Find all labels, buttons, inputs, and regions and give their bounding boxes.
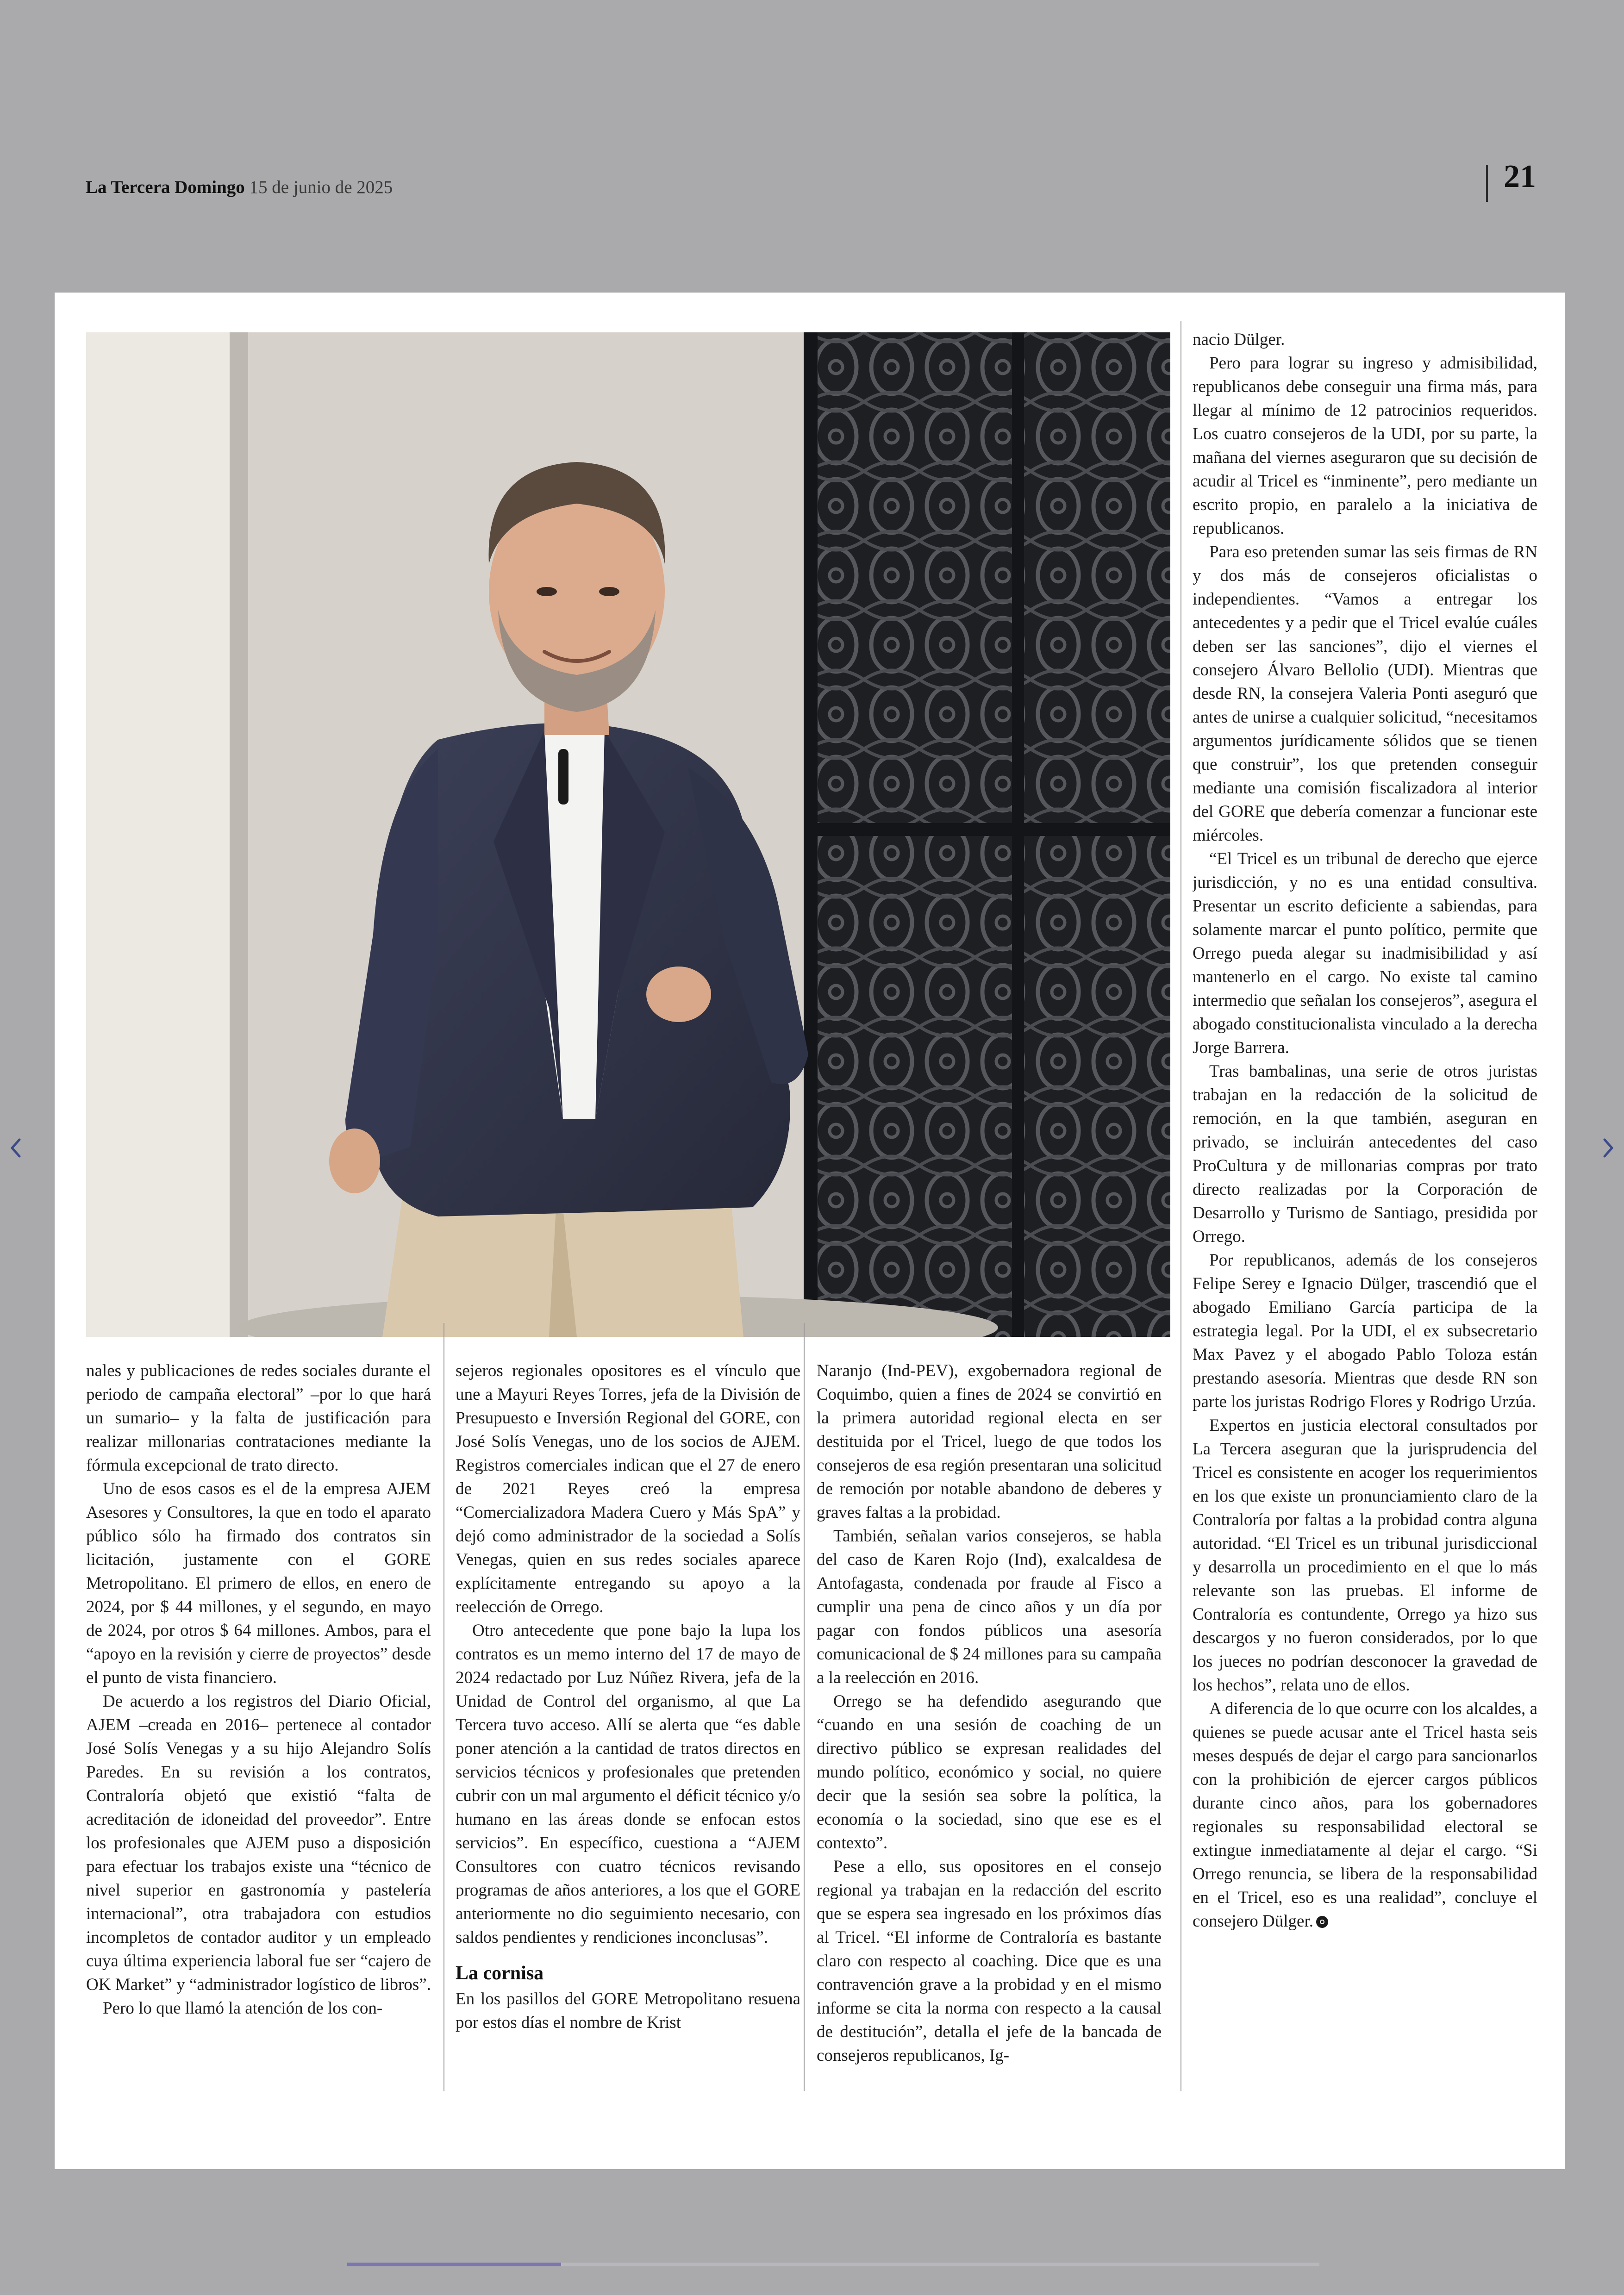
reading-progress-bar[interactable] [347, 2263, 1319, 2266]
masthead [86, 177, 393, 198]
article-paragraph: Uno de esos casos es el de la empresa AJEM Asesores y Consultores, la que en todo el aparato público sólo ha firmado dos contratos sin licitación, justamente con el GORE Metropolitano. El primero de ellos, en enero de 2024, por $ 44 millones, y el segundo, en mayo de 2024, por otros $ 64 millones. Ambos, para el “apoyo en la revisión y cierre de proyectos” desde el punto de vista financiero. [86, 1479, 431, 1687]
column-rule [443, 1323, 444, 2091]
newspaper-page [55, 293, 1565, 2169]
article-paragraph: Expertos en justicia electoral consultados por La Tercera aseguran que la jurisprudencia del Tricel es consistente en acoger los requerimientos en los que existe un pronunciamiento claro de la Contraloría por faltas a la probidad contra alguna autoridad. “El Tricel es un tribunal jurisdiccional y desarrolla un procedimiento en el que lo más relevante son las pruebas. El informe de Contraloría es contundente, Orrego ya hizo sus descargos y no fueron considerados, por lo que los jueces no podrían desconocer la gravedad de los hechos”, relata uno de ellos. [1193, 1416, 1537, 1695]
publication-date: 15 de junio de 2025 [249, 177, 393, 197]
article-paragraph: Para eso pretenden sumar las seis firmas de RN y dos más de consejeros oficialistas o independientes. “Vamos a entregar los antecedentes y a pedir que el Tricel evalúe cuáles deben ser las sanciones”, dijo el viernes el consejero Álvaro Bellolio (UDI). Mientras que desde RN, la consejera Valeria Ponti aseguró que antes de unirse a cualquier solicitud, “necesitamos argumentos jurídicamente sólidos que se tienen que construir”, los que pretenden conseguir mediante una comisión fiscalizadora al interior del GORE que debería comenzar a funcionar este miércoles. [1193, 543, 1537, 845]
article-column-3 [817, 1359, 1162, 2118]
article-column-2 [456, 1359, 800, 2118]
article-paragraph: Pese a ello, sus opositores en el consejo regional ya trabajan en la redacción del escrito que se espera sea ingresado en los próximos días al Tricel. “El informe de Contraloría es bastante claro con respecto al coaching. Dice que es una contravención grave a la probidad y en el mismo informe se cita la norma con respecto a la causal de destitución”, detalla el jefe de la bancada de consejeros republicanos, Ig- [817, 1857, 1162, 2065]
article-column-4 [1193, 328, 1537, 2119]
article-paragraph: Tras bambalinas, una serie de otros juristas trabajan en la redacción de la solicitud de remoción, en la que también, aseguran en privado, se incluirán antecedentes del caso ProCultura y de millonarias compras por trato directo realizadas por la Corporación de Desarrollo y Turismo de Santiago, presidida por Orrego. [1193, 1062, 1537, 1246]
next-page-button[interactable] [1598, 1129, 1618, 1166]
chevron-right-icon [1598, 1129, 1618, 1166]
article-paragraph: Pero lo que llamó la atención de los con- [103, 1999, 383, 2018]
article-closing-text: A diferencia de lo que ocurre con los alcaldes, a quienes se puede acusar ante el Tricel hasta seis meses después de dejar el cargo para sancionarlos con la prohibición de ejercer cargos públicos durante cinco años, para los gobernadores regionales su responsabilidad electoral se extingue inmediatamente al dejar el cargo. “Si Orrego renuncia, se libera de la responsabilidad en el Tricel, eso es una realidad”, concluye el consejero Dülger. [1193, 1699, 1537, 1931]
article-paragraph: En los pasillos del GORE Metropolitano resuena por estos días el nombre de Krist [456, 1989, 800, 2032]
man-in-suit-walking-photo [86, 332, 1170, 1337]
page-number: 21 [1504, 159, 1536, 194]
reading-progress-fill [347, 2263, 561, 2266]
article-paragraph [1193, 1697, 1537, 1933]
article-paragraph: “El Tricel es un tribunal de derecho que ejerce jurisdicción, y no es una entidad consultiva. Presentar un escrito deficiente a sabiendas, para solamente marcar el punto político, permite que Orrego pueda alegar su inadmisibilidad y así mantenerlo en el cargo. No existe tal camino intermedio que señalan los consejeros”, asegura el abogado constitucionalista vinculado a la derecha Jorge Barrera. [1193, 849, 1537, 1057]
prev-page-button[interactable] [6, 1129, 26, 1166]
article-paragraph: nales y publicaciones de redes sociales durante el periodo de campaña electoral” –por lo que hará un sumario– y la falta de justificación para realizar millonarias contrataciones mediante la fórmula excepcional de trato directo. [86, 1361, 431, 1475]
article-paragraph: Pero para lograr su ingreso y admisibilidad, republicanos debe conseguir una firma más, para llegar al mínimo de 12 patrocinios requeridos. Los cuatro consejeros de la UDI, por su parte, la mañana del viernes aseguraron que su decisión de acudir al Tricel es “inminente”, pero mediante un escrito propio, en paralelo a la iniciativa de republicanos. [1193, 354, 1537, 538]
article-column-1 [86, 1359, 431, 2118]
article-paragraph: nacio Dülger. [1193, 330, 1285, 349]
article-paragraph: sejeros regionales opositores es el vínculo que une a Mayuri Reyes Torres, jefa de la División de Presupuesto e Inversión Regional del GORE, con José Solís Venegas, uno de los socios de AJEM. Registros comerciales indican que el 27 de enero de 2021 Reyes creó la empresa “Comercializadora Madera Cuero y Más SpA” y dejó como administrador de la sociedad a Solís Venegas, quien en sus redes sociales aparece explícitamente entregando su apoyo a la reelección de Orrego. [456, 1361, 800, 1616]
article-paragraph: También, señalan varios consejeros, se habla del caso de Karen Rojo (Ind), exalcaldesa de Antofagasta, condenada por fraude al Fisco a cumplir una pena de cinco años y un día por pagar con fondos públicos una asesoría comunicacional de $ 24 millones para su campaña a la reelección en 2016. [817, 1527, 1162, 1687]
page-number-divider [1486, 165, 1488, 202]
end-of-article-icon [1316, 1916, 1328, 1928]
column-rule [804, 1323, 805, 2091]
article-paragraph: Por republicanos, además de los consejeros Felipe Serey e Ignacio Dülger, trascendió que el abogado Emiliano García participa de la estrategia legal. Por la UDI, el ex subsecretario Max Pavez y el abogado Pablo Toloza están prestando asesoría. Mientras que desde RN son parte los juristas Rodrigo Flores y Rodrigo Urzúa. [1193, 1251, 1537, 1411]
article-paragraph: Naranjo (Ind-PEV), exgobernadora regional de Coquimbo, quien a fines de 2024 se convirtió en la primera autoridad regional electa en ser destituida por el Tricel, luego de que todos los consejeros de esa región presentaran una solicitud de remoción por notable abandono de deberes y graves faltas a la probidad. [817, 1361, 1162, 1522]
chevron-left-icon [6, 1129, 26, 1166]
publication-name: La Tercera Domingo [86, 177, 245, 197]
article-paragraph: De acuerdo a los registros del Diario Oficial, AJEM –creada en 2016– pertenece al contador José Solís Venegas y a su hijo Alejandro Solís Paredes. En su revisión a los contratos, Contraloría objetó que existió “falta de acreditación de idoneidad del proveedor”. Entre los profesionales que AJEM puso a disposición para efectuar los trabajos existe una “técnico de nivel superior en gastronomía y pastelería internacional”, otra trabajadora con estudios incompletos de contador auditor y un empleado cuya última experiencia laboral fue ser “cajero de OK Market” y “administrador logístico de libros”. [86, 1692, 431, 1994]
article-paragraph: Otro antecedente que pone bajo la lupa los contratos es un memo interno del 17 de mayo de 2024 redactado por Luz Núñez Rivera, jefa de la Unidad de Control del organismo, al que La Tercera tuvo acceso. Allí se alerta que “es dable poner atención a la cantidad de tratos directos en servicios técnicos y profesionales que pretenden cubrir con un mal argumento el déficit técnico y/o humano en las áreas donde se enfocan estos servicios”. En específico, cuestiona a “AJEM Consultores con cuatro técnicos revisando programas de años anteriores, a los que el GORE anteriormente no dio seguimiento necesario, con saldos pendientes y rendiciones inconclusas”. [456, 1621, 800, 1947]
article-paragraph: Orrego se ha defendido asegurando que “cuando en una sesión de coaching de un directivo público se expresan realidades del mundo político, económico y social, no quiere decir que la sesión sea sobre la política, la economía o la sociedad, sino que ese es el contexto”. [817, 1692, 1162, 1852]
section-subheading: La cornisa [456, 1963, 544, 1984]
article-photo [86, 332, 1170, 1337]
